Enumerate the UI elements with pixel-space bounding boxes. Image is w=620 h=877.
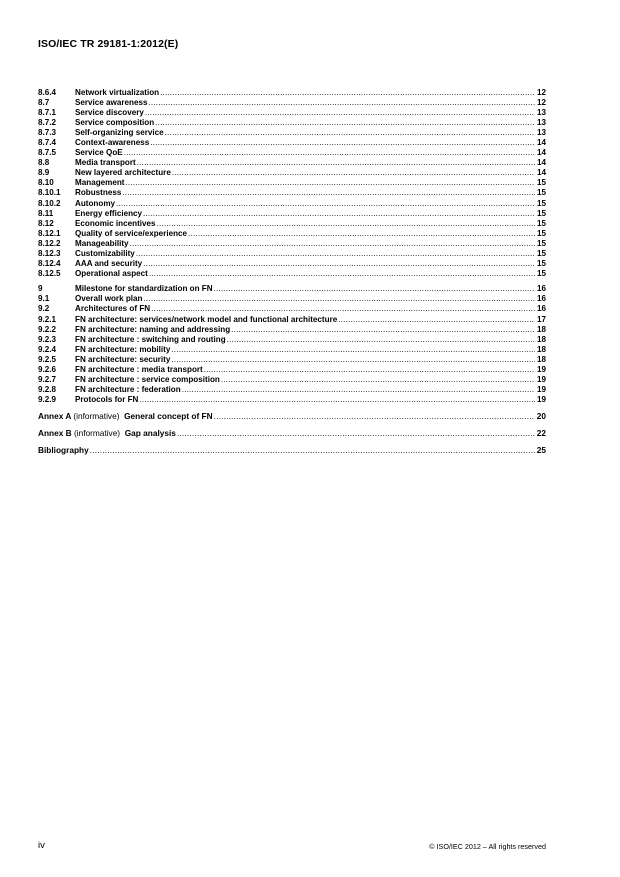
toc-entry-number: 9.2.8 <box>38 384 57 394</box>
leader-dots <box>160 88 535 98</box>
leader-dots <box>338 315 535 325</box>
document-id-header: ISO/IEC TR 29181-1:2012(E) <box>38 38 179 50</box>
toc-bibliography[interactable] <box>38 445 546 456</box>
toc-entry-title: Network virtualization <box>75 88 160 97</box>
leader-dots <box>150 138 535 148</box>
toc-entry-page: 15 <box>536 178 546 188</box>
toc-entry-page: 16 <box>536 304 546 314</box>
leader-dots <box>143 259 535 269</box>
toc-entry-number: 8.8 <box>38 158 50 168</box>
toc-entry-number: 8.7 <box>38 98 50 108</box>
toc-entry-page: 15 <box>536 238 546 248</box>
toc-entry-page: 25 <box>536 444 546 455</box>
leader-dots <box>124 148 535 158</box>
toc-entry[interactable] <box>38 209 546 219</box>
leader-dots <box>148 98 535 108</box>
toc-entry-title: Management <box>75 178 125 188</box>
toc-entry-number: 9.1 <box>38 294 50 304</box>
toc-entry[interactable] <box>38 284 546 294</box>
toc-entry-page: 19 <box>536 374 546 384</box>
toc-entry-title: New layered architecture <box>75 168 171 178</box>
toc-entry-title: Energy efficiency <box>75 208 143 218</box>
leader-dots <box>125 178 535 188</box>
toc-entry-number: 8.7.4 <box>38 138 57 148</box>
leader-dots <box>90 445 535 456</box>
toc-entry-title: FN architecture: security <box>75 354 171 364</box>
toc-entry[interactable] <box>38 199 546 209</box>
toc-entry-title: Service composition <box>75 118 155 128</box>
toc-entry-title: Architectures of FN <box>75 304 151 314</box>
toc-entry-number: 8.7.3 <box>38 128 57 138</box>
toc-entry-title: FN architecture : federation <box>75 384 181 394</box>
toc-entry-title: FN architecture : switching and routing <box>75 334 226 344</box>
toc-entry-page: 12 <box>536 98 546 108</box>
toc-entry-number: 8.12.5 <box>38 268 61 278</box>
toc-entry[interactable] <box>38 148 546 158</box>
toc-entry-page: 13 <box>536 128 546 138</box>
toc-entry-page: 12 <box>536 88 546 97</box>
leader-dots <box>231 325 535 335</box>
toc-entry-page: 14 <box>536 148 546 158</box>
toc-entry[interactable] <box>38 239 546 249</box>
leader-dots <box>136 249 535 259</box>
toc-entry[interactable] <box>38 395 546 405</box>
bibliography-title: Bibliography <box>38 444 89 455</box>
annex-title <box>38 428 176 439</box>
leader-dots <box>227 335 535 345</box>
toc-entry-title: Context-awareness <box>75 138 150 148</box>
toc-entry-number: 8.10.1 <box>38 188 61 198</box>
toc-entry-title: Media transport <box>75 158 136 168</box>
toc-entry-page: 14 <box>536 158 546 168</box>
toc-entry-page: 13 <box>536 118 546 128</box>
leader-dots <box>157 219 535 229</box>
annex-name: General concept of FN <box>124 410 213 421</box>
leader-dots <box>143 209 535 219</box>
toc-entry-page: 19 <box>536 394 546 404</box>
toc-entry-title: Self-organizing service <box>75 128 164 138</box>
toc-entry-title: Protocols for FN <box>75 394 139 404</box>
toc-entry[interactable] <box>38 168 546 178</box>
toc-entry-number: 9 <box>38 284 43 294</box>
toc-entry-number: 8.9 <box>38 168 50 178</box>
toc-entry[interactable] <box>38 178 546 188</box>
toc-entry[interactable] <box>38 108 546 118</box>
leader-dots <box>137 158 535 168</box>
toc-entry[interactable] <box>38 259 546 269</box>
toc-entry[interactable] <box>38 315 546 325</box>
toc-entry-page: 15 <box>536 218 546 228</box>
toc-entry-number: 9.2.1 <box>38 314 57 324</box>
toc-entry-title: Economic incentives <box>75 218 156 228</box>
leader-dots <box>214 284 535 294</box>
toc-entry-page: 22 <box>536 427 546 438</box>
toc-entry-number: 8.6.4 <box>38 88 57 97</box>
toc-entry-title: Service discovery <box>75 108 144 118</box>
toc-entry[interactable] <box>38 335 546 345</box>
toc-entry-page: 15 <box>536 188 546 198</box>
toc-entry-page: 14 <box>536 168 546 178</box>
toc-entry-page: 15 <box>536 248 546 258</box>
toc-entry[interactable] <box>38 325 546 335</box>
toc-entry[interactable] <box>38 375 546 385</box>
toc-entry-number: 9.2.5 <box>38 354 57 364</box>
toc-entry-number: 9.2.4 <box>38 344 57 354</box>
annex-label: Annex A <box>38 410 72 421</box>
toc-entry-page: 17 <box>536 314 546 324</box>
toc-entry[interactable] <box>38 98 546 108</box>
toc-entry-page: 15 <box>536 208 546 218</box>
toc-entry[interactable] <box>38 385 546 395</box>
toc-entry-number: 8.12.1 <box>38 228 61 238</box>
toc-entry-number: 9.2.9 <box>38 394 57 404</box>
page-number: iv <box>38 840 45 851</box>
toc-entry[interactable] <box>38 158 546 168</box>
leader-dots <box>149 269 535 279</box>
toc-entry-page: 15 <box>536 258 546 268</box>
toc-entry[interactable] <box>38 304 546 314</box>
toc-entry-number: 8.10.2 <box>38 198 61 208</box>
toc-entry-title: FN architecture: naming and addressing <box>75 324 231 334</box>
toc-entry-page: 18 <box>536 344 546 354</box>
leader-dots <box>122 188 535 198</box>
toc-entry-title: FN architecture : media transport <box>75 364 203 374</box>
toc-entry[interactable] <box>38 229 546 239</box>
toc-entry-title: FN architecture: mobility <box>75 344 171 354</box>
toc-entry-number: 9.2 <box>38 304 50 314</box>
toc-entry[interactable] <box>38 219 546 229</box>
toc-entry-title: FN architecture: services/network model and functional architecture <box>75 314 338 324</box>
toc-entry-number: 8.10 <box>38 178 54 188</box>
toc-entry[interactable] <box>38 294 546 304</box>
toc-entry-page: 18 <box>536 324 546 334</box>
toc-entry-page: 19 <box>536 384 546 394</box>
toc-entry-title: FN architecture : service composition <box>75 374 220 384</box>
toc-entry-page: 13 <box>536 108 546 118</box>
toc-entry[interactable] <box>38 269 546 279</box>
leader-dots <box>221 375 535 385</box>
toc-entry-number: 8.7.2 <box>38 118 57 128</box>
toc-entry[interactable] <box>38 188 546 198</box>
leader-dots <box>130 239 535 249</box>
toc-entry-title: Service QoE <box>75 148 123 158</box>
annex-label: Annex B <box>38 427 72 438</box>
leader-dots <box>214 411 535 422</box>
toc-entry-number: 8.12.4 <box>38 258 61 268</box>
toc-entry[interactable] <box>38 249 546 259</box>
toc-entry-title: Manageability <box>75 238 129 248</box>
toc-entry[interactable] <box>38 138 546 148</box>
toc-entry-number: 8.12 <box>38 218 54 228</box>
leader-dots <box>155 118 535 128</box>
leader-dots <box>172 168 535 178</box>
toc-entry-page: 15 <box>536 228 546 238</box>
leader-dots <box>182 385 535 395</box>
leader-dots <box>204 365 535 375</box>
annex-note: (informative) <box>73 410 120 421</box>
toc-annex-b[interactable] <box>38 428 546 439</box>
leader-dots <box>145 108 535 118</box>
toc-entry-page: 18 <box>536 354 546 364</box>
annex-name: Gap analysis <box>124 427 176 438</box>
toc-entry-page: 16 <box>536 294 546 304</box>
toc-entry-page: 14 <box>536 138 546 148</box>
copyright-notice: © ISO/IEC 2012 – All rights reserved <box>429 842 546 851</box>
toc-entry-title: Service awareness <box>75 98 148 108</box>
leader-dots <box>151 304 535 314</box>
toc-entry-number: 9.2.7 <box>38 374 57 384</box>
toc-entry-page: 19 <box>536 364 546 374</box>
toc-entry-title: Autonomy <box>75 198 116 208</box>
toc-entry[interactable] <box>38 88 546 98</box>
leader-dots <box>165 128 535 138</box>
toc-entry-title: Operational aspect <box>75 268 148 278</box>
toc-entry-page: 16 <box>536 284 546 294</box>
toc-entry-number: 8.7.1 <box>38 108 57 118</box>
toc-entry-page: 15 <box>536 198 546 208</box>
toc-entry-title: Quality of service/experience <box>75 228 188 238</box>
annex-note: (informative) <box>73 427 121 438</box>
toc-entry-number: 9.2.6 <box>38 364 57 374</box>
toc-entry-page: 15 <box>536 268 546 278</box>
toc-entry-title: Overall work plan <box>75 294 143 304</box>
toc-entry-title: Robustness <box>75 188 122 198</box>
toc-entry-number: 9.2.2 <box>38 324 57 334</box>
leader-dots <box>171 355 535 365</box>
toc-entry-title: Customizability <box>75 248 135 258</box>
toc-entry-number: 8.12.3 <box>38 248 61 258</box>
toc-entry[interactable] <box>38 345 546 355</box>
toc-entry-title: AAA and security <box>75 258 143 268</box>
leader-dots <box>177 428 535 439</box>
leader-dots <box>188 229 535 239</box>
toc-annex-a[interactable] <box>38 411 546 422</box>
toc-entry[interactable] <box>38 365 546 375</box>
toc-entry-title: Milestone for standardization on FN <box>75 284 213 294</box>
toc-entry-number: 8.12.2 <box>38 238 61 248</box>
table-of-contents <box>38 88 546 456</box>
leader-dots <box>143 294 535 304</box>
toc-entry-number: 8.11 <box>38 208 54 218</box>
leader-dots <box>139 395 535 405</box>
annex-title <box>38 411 213 422</box>
toc-entry-page: 20 <box>536 410 546 421</box>
leader-dots <box>171 345 535 355</box>
leader-dots <box>116 199 535 209</box>
toc-entry[interactable] <box>38 118 546 128</box>
toc-entry-page: 18 <box>536 334 546 344</box>
toc-entry-number: 8.7.5 <box>38 148 57 158</box>
toc-entry-number: 9.2.3 <box>38 334 57 344</box>
toc-entry[interactable] <box>38 355 546 365</box>
toc-entry[interactable] <box>38 128 546 138</box>
